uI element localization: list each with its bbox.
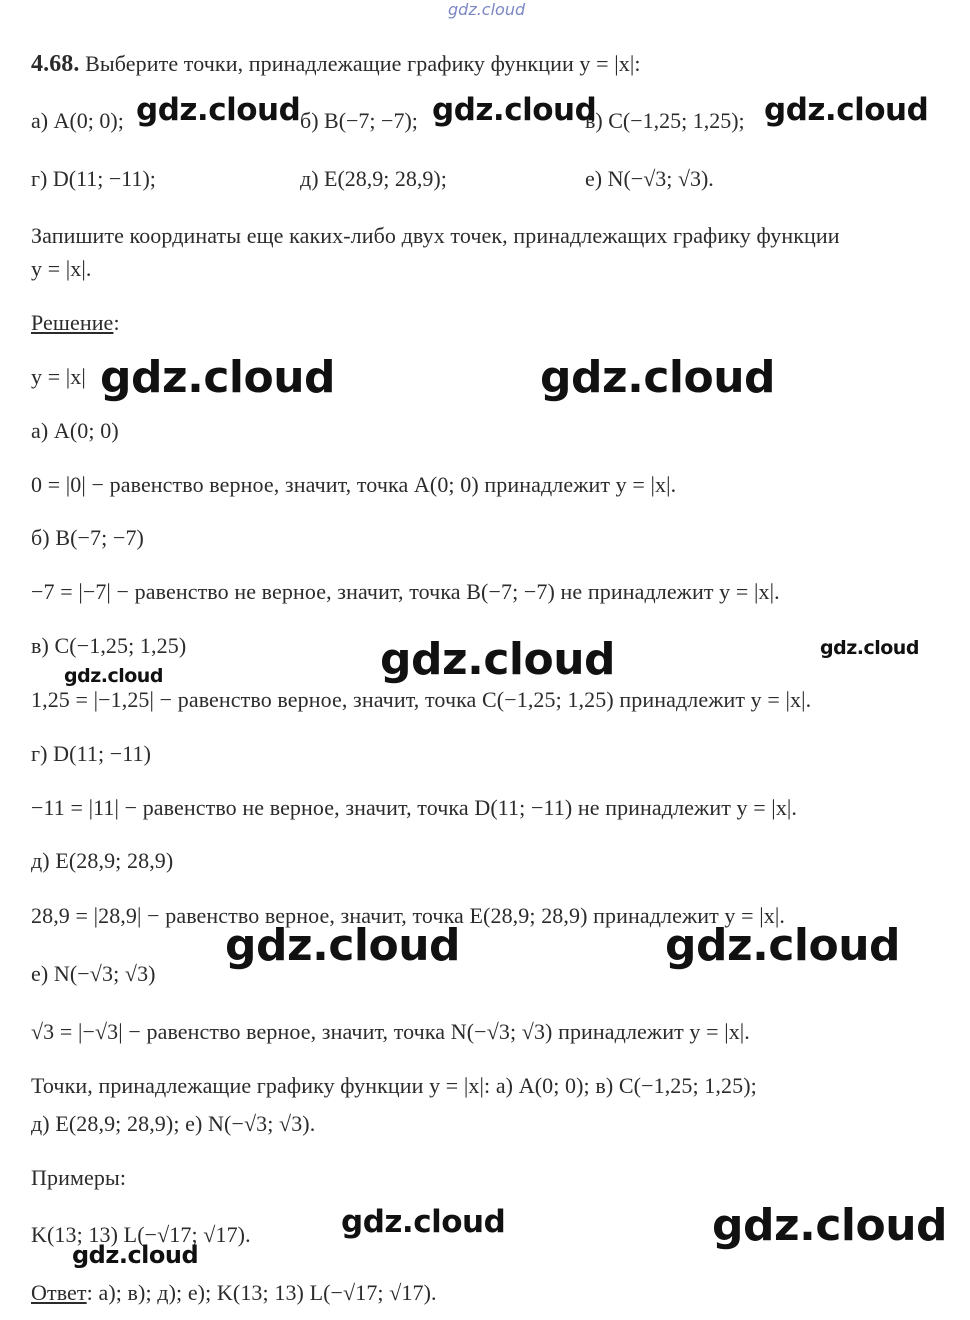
step-d-check: 28,9 = |28,9| − равенство верное, значит, точка E(28,9; 28,9) принадлежит y = |x|.: [31, 903, 785, 928]
solution-heading: [31, 309, 120, 337]
step-e-check: √3 = |−√3| − равенство верное, значит, точка N(−√3; √3) принадлежит y = |x|.: [31, 1019, 750, 1044]
watermark-10: gdz.cloud: [665, 920, 901, 971]
option-b: б) B(−7; −7);: [300, 108, 418, 133]
solution-heading-text: Решение: [31, 310, 114, 335]
summary-line-2: д) E(28,9; 28,9); е) N(−√3; √3).: [31, 1111, 316, 1136]
step-b-check: −7 = |−7| − равенство не верное, значит, точка B(−7; −7) не принадлежит y = |x|.: [31, 579, 780, 604]
watermark-3: gdz.cloud: [764, 92, 929, 128]
watermark-13: gdz.cloud: [72, 1241, 199, 1269]
step-a-check: 0 = |0| − равенство верное, значит, точка A(0; 0) принадлежит y = |x|.: [31, 472, 677, 497]
summary-line-1: Точки, принадлежащие графику функции y = |x|: а) A(0; 0); в) C(−1,25; 1,25);: [31, 1073, 757, 1098]
answer-line: [31, 1279, 437, 1307]
task-extra-line-2: y = |x|.: [31, 256, 92, 281]
step-g-point: г) D(11; −11): [31, 741, 152, 766]
watermark-11: gdz.cloud: [341, 1204, 506, 1240]
option-d: д) E(28,9; 28,9);: [300, 166, 447, 191]
watermark-7: gdz.cloud: [820, 637, 919, 659]
option-e: е) N(−√3; √3).: [585, 166, 714, 191]
watermark-2: gdz.cloud: [432, 92, 597, 128]
step-d-point: д) E(28,9; 28,9): [31, 848, 174, 873]
examples-label: Примеры:: [31, 1165, 127, 1190]
step-e-point: е) N(−√3; √3): [31, 961, 156, 986]
watermark-6: gdz.cloud: [380, 634, 616, 685]
option-g: г) D(11; −11);: [31, 166, 156, 191]
watermark-9: gdz.cloud: [225, 920, 461, 971]
watermark-5: gdz.cloud: [540, 352, 776, 403]
watermark-1: gdz.cloud: [136, 92, 301, 128]
solution-function: y = |x|: [31, 364, 86, 389]
step-a-point: а) A(0; 0): [31, 418, 119, 443]
option-a: а) A(0; 0);: [31, 108, 124, 133]
watermark-top: gdz.cloud: [448, 0, 526, 19]
solution-heading-colon: :: [113, 310, 120, 335]
watermark-12: gdz.cloud: [712, 1200, 948, 1251]
task-extra-line-1: Запишите координаты еще каких-либо двух точек, принадлежащих графику функции: [31, 223, 840, 248]
answer-label: Ответ: [31, 1280, 87, 1305]
watermark-8: gdz.cloud: [64, 665, 163, 687]
task-title-text: Выберите точки, принадлежащие графику функции y = |x|:: [85, 51, 641, 76]
option-v: в) C(−1,25; 1,25);: [585, 108, 745, 133]
watermark-4: gdz.cloud: [100, 352, 336, 403]
answer-text: : а); в); д); е); K(13; 13) L(−√17; √17).: [86, 1280, 437, 1305]
step-v-point: в) C(−1,25; 1,25): [31, 633, 187, 658]
step-v-check: 1,25 = |−1,25| − равенство верное, значит, точка C(−1,25; 1,25) принадлежит y = |x|.: [31, 687, 812, 712]
step-b-point: б) B(−7; −7): [31, 525, 144, 550]
examples-values: K(13; 13) L(−√17; √17).: [31, 1222, 251, 1247]
task-number: 4.68.: [31, 51, 80, 77]
task-title: [31, 50, 641, 78]
step-g-check: −11 = |11| − равенство не верное, значит, точка D(11; −11) не принадлежит y = |x|.: [31, 795, 798, 820]
